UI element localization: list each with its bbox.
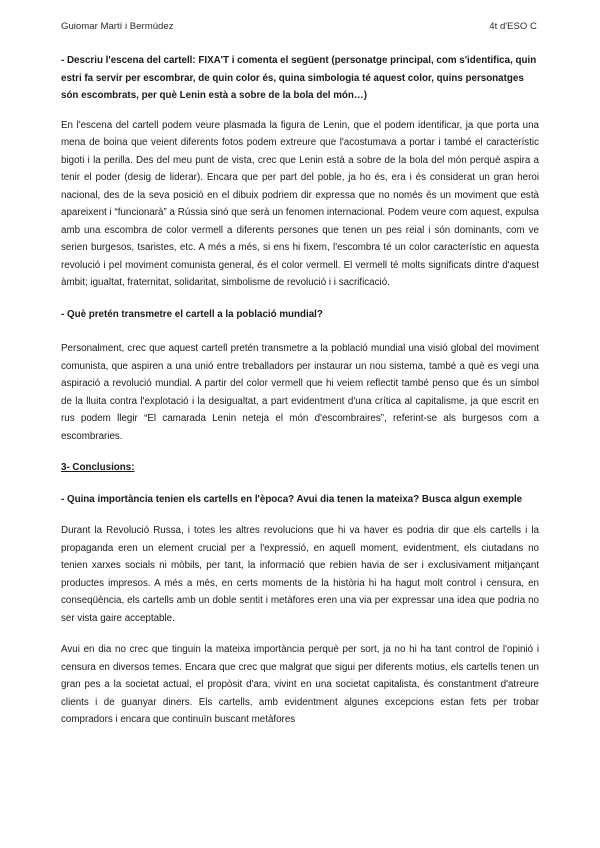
document-body (61, 52, 539, 729)
question-poster-importance: - Quina importància tenien els cartells en l'època? Avui dia tenen la mateixa? Busca algun exemple (61, 493, 523, 505)
answer-poster-scene: En l'escena del cartell podem veure plasmada la figura de Lenin, que el podem identificar, ja que porta una mena de boina que veient diferents fotos podem extreure que l'acostumava a portar i també el característic bigoti i la perilla. Des del meu punt de vista, crec que Lenin està a sobre de la bola del món perquè aspira a tenir el poder (desig de liderar). Encara que per part del poble, ja ho és, era i és considerat un gran heroi nacional, des de la seva posició en el dibuix podriem dir expressa que no només és un moviment que està apareixent i “funcionarà” a Rússia sinó que serà un fenomen internacional. Podem veure com aquest, expulsa amb una escombra de color vermell a diferents persones que tenen un pes reial i són dominants, com ve serien burgesos, tsaristes, etc. A més a més, si ens hi fixem, l'escombra té un color característic en aquesta revolució i pel moviment comunista general, és el color vermell. El vermell té molts significats dintre d'aquest àmbit; igualtat, fraternitat, solidaritat, simbolisme de revolució i i sacrificació. (61, 119, 539, 288)
author-name: Guiomar Martí i Bermúdez (61, 21, 174, 32)
section-heading-conclusions: 3- Conclusions: (61, 462, 135, 473)
answer-poster-message: Personalment, crec que aquest cartell pretén transmetre a la població mundial una visió global del moviment comunista, que aspiren a una unió entre treballadors per instaurar un nou sistema, també a què es vegi una aspiració a revolució mundial. A partir del color vermell que hi veiem reflectit també penso que és un símbol de la lluita contra l'explotació i la desigualtat, a part evidentment d'una crítica al capitalisme, ja que escrit en rus podem llegir “El camarada Lenin neteja el món d'escombraires”, referint-se als burgesos com a escombraries. (61, 343, 539, 442)
answer-importance-part-2: Avui en dia no crec que tinguin la mateixa importància perquè per sort, ja no hi ha tant control de l'opinió i censura en diversos temes. Encara que crec que malgrat que sigui per diferents motius, els cartells tenen un gran pes a la societat actual, el propòsit d'ara, vivint en una societat capitalista, és constantment d'atreure clients i de guanyar diners. Els cartells, amb evidentment algunes excepcions estan fets per trobar compradors i encara que continuïn buscant metàfores (61, 644, 539, 725)
page-header (61, 21, 537, 35)
course-label: 4t d'ESO C (489, 21, 537, 32)
question-poster-scene: - Descriu l'escena del cartell: FIXA'T i comenta el següent (personatge principal, com s'identifica, quin estri fa servir per escombrar, de quin color és, quina simbologia té aquest color, quins personatges són escombrats, per què Lenin està a sobre de la bola del món…) (61, 55, 537, 101)
answer-importance-part-1: Durant la Revolució Russa, i totes les altres revolucions que hi va haver es podria dir que els cartells i la propaganda eren un element crucial per a l'expressió, en aquell moment, evidentment, els ciutadans no tenien xarxes socials ni mòbils, per tant, la informació que rebien havia de ser i exclusivament mitjançant productes impresos. A més a més, en certs moments de la història hi ha hagut molt control i censura, en conseqüència, els cartells amb un doble sentit i metàfores eren una via per expressar una idea que podria no ser vista gaire acceptable. (61, 525, 539, 624)
question-poster-message: - Què pretén transmetre el cartell a la població mundial? (61, 308, 323, 320)
